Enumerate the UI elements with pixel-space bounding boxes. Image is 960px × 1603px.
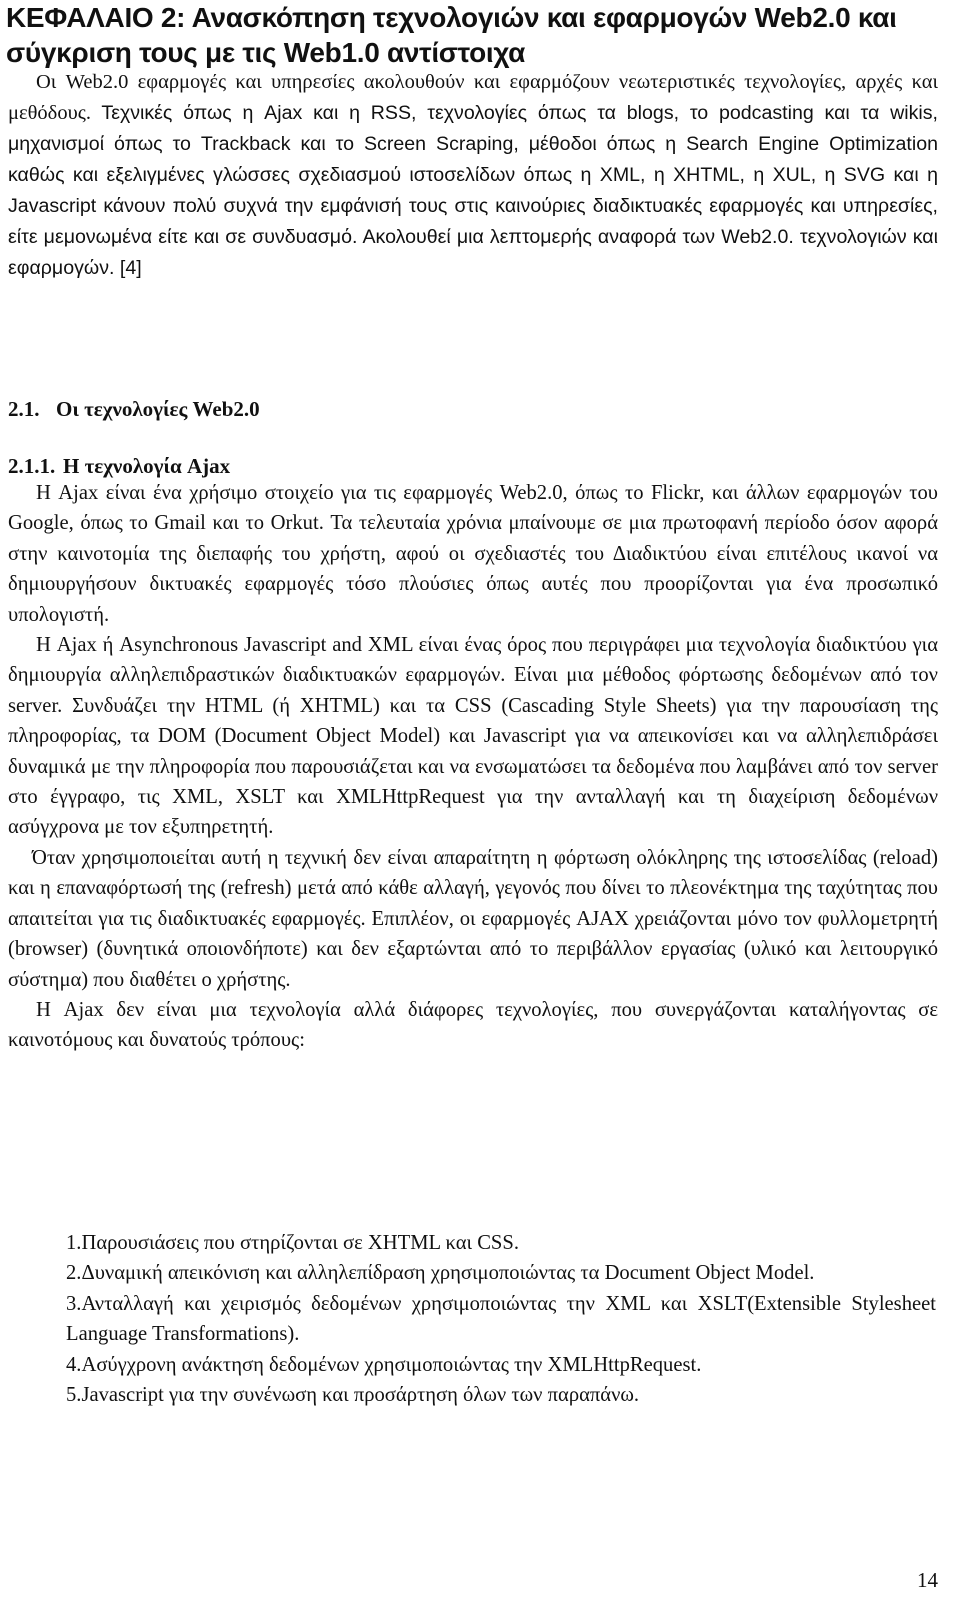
list-item: 3.Ανταλλαγή και χειρισμός δεδομένων χρησιμοποιώντας την XML και XSLT(Extensible Stylesheet Language Transformations). [66, 1292, 936, 1346]
page-number: 14 [917, 1568, 938, 1592]
section-body [8, 478, 938, 1056]
body-paragraph-4: Η Ajax δεν είναι μια τεχνολογία αλλά διάφορες τεχνολογίες, που συνεργάζονται καταλήγοντας σε καινοτόμους και δυνατούς τρόπους: [8, 998, 938, 1052]
section-heading [8, 396, 260, 422]
body-paragraph-3: Όταν χρησιμοποιείται αυτή η τεχνική δεν είναι απαραίτητη η φόρτωση ολόκληρης της ιστοσελίδας (reload) και η επαναφόρτωσή της (refresh) μετά από κάθε αλλαγή, γεγονός που δίνει το πλεονέκτημα της ταχύτητας που απαιτείται για τις διαδικτυακές εφαρμογές. Επιπλέον, οι εφαρμογές AJAX χρειάζονται μόνο τον φυλλομετρητή (browser) (δυνητικά οποιονδήποτε) και δεν εξαρτώνται από το περιβάλλον εργασίας (υλικό και λειτουργικό σύστημα) που διαθέτει ο χρήστης. [8, 846, 938, 991]
intro-paragraph [8, 67, 938, 284]
chapter-title: ΚΕΦΑΛΑΙΟ 2: Ανασκόπηση τεχνολογιών και εφαρμογών Web2.0 και σύγκριση τους με τις Web1.0 αντίστοιχα [6, 2, 897, 68]
subsection-title: Η τεχνολογία Ajax [63, 454, 231, 478]
body-paragraph-1: Η Ajax είναι ένα χρήσιμο στοιχείο για τις εφαρμογές Web2.0, όπως το Flickr, και άλλων εφαρμογών του Google, όπως το Gmail και το Orkut. Τα τελευταία χρόνια μπαίνουμε σε μια πρωτοφανή περίοδο όσον αφορά στην καινοτομία της διεπαφής του χρήστη, αφού οι σχεδιαστές του Διαδικτύου είναι επιτέλους ικανοί να δημιουργήσουν δικτυακές εφαρμογές τόσο πλούσιες όπως αυτές που προορίζονται για ένα προσωπικό υπολογιστή. [8, 482, 938, 626]
list-item: 5.Javascript για την συνένωση και προσάρτηση όλων των παραπάνω. [66, 1384, 640, 1407]
subsection-number: 2.1.1. [8, 454, 56, 478]
list-item: 2.Δυναμική απεικόνιση και αλληλεπίδραση χρησιμοποιώντας τα Document Object Model. [66, 1262, 815, 1285]
body-paragraph-2: Η Ajax ή Asynchronous Javascript and XML είναι ένας όρος που περιγράφει μια τεχνολογία διαδικτύου για δημιουργία αλληλεπιδραστικών διαδικτυακών εφαρμογών. Είναι μια μέθοδος φόρτωσης δεδομένων από τον server. Συνδυάζει την HTML (ή XHTML) και τα CSS (Cascading Style Sheets) για την παρουσίαση της πληροφορίας, τα DOM (Document Object Model) και Javascript για να απεικονίσει και να αλληλεπιδράσει δυναμικά με την πληροφορία που παρουσιάζεται και να ενσωματώσει τα δεδομένα που λαμβάνει από τον server στο έγγραφο, τις XML, XSLT και XMLHttpRequest για την ανταλλαγή και τη διαχείριση δεδομένων ασύγχρονα με τον εξυπηρετητή. [8, 634, 938, 839]
subsection-heading [8, 453, 230, 479]
list-item: 1.Παρουσιάσεις που στηρίζονται σε XHTML και CSS. [66, 1232, 519, 1254]
intro-body-text: Τεχνικές όπως η Ajax και η RSS, τεχνολογίες όπως τα blogs, το podcasting και τα wikis, μηχανισμοί όπως το Trackback και το Screen Scraping, μέθοδοι όπως η Search Engine Optimization καθώς και εξελιγμένες γλώσσες σχεδιασμού ιστοσελίδων όπως η XML, η XHTML, η XUL, η SVG και η Javascript κάνουν πολύ συχνά την εμφάνισή τους στις καινούριες διαδικτυακές εφαρμογές και υπηρεσίες, είτε μεμονωμένα είτε και σε συνδυασμό. Ακολουθεί μια λεπτομερής αναφορά των Web2.0. τεχνολογιών και εφαρμογών. [4] [8, 102, 938, 279]
intro-lead-sentence: Οι Web2.0 εφαρμογές και υπηρεσίες ακολουθούν και εφαρμόζουν νεωτεριστικές τεχνολογίες, αρχές και μεθόδους. [8, 71, 938, 124]
list-item: 4.Ασύγχρονη ανάκτηση δεδομένων χρησιμοποιώντας την XMLHttpRequest. [66, 1353, 702, 1376]
ajax-technologies-list [66, 1228, 936, 1410]
section-number: 2.1. [8, 397, 40, 421]
section-title: Οι τεχνολογίες Web2.0 [56, 397, 260, 421]
